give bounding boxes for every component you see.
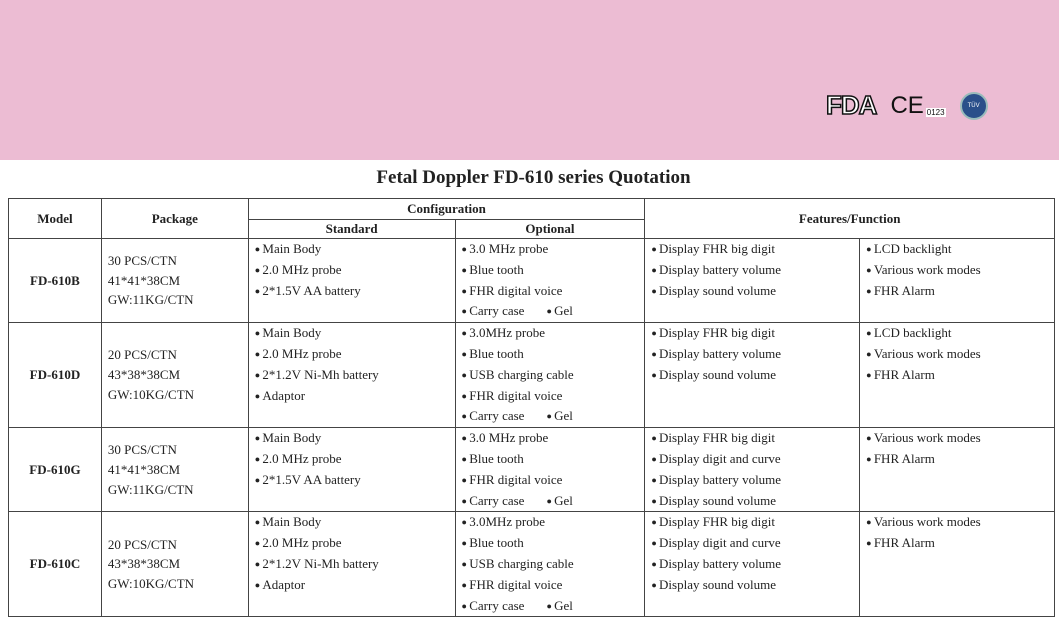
list-item [866, 239, 1048, 260]
list-item [866, 365, 1048, 386]
list-item [255, 239, 449, 260]
package-cell [101, 512, 248, 617]
features1-cell [645, 239, 860, 323]
table-row [9, 428, 1055, 512]
list-item [462, 428, 639, 449]
features1-cell [645, 512, 860, 617]
list-item-text: Blue tooth [469, 261, 524, 277]
list-item [651, 470, 853, 491]
list-item-text: Adaptor [262, 387, 306, 403]
list-item-text: Carry case [469, 492, 525, 508]
list-item [255, 365, 449, 386]
table-row [9, 323, 1055, 428]
list-item [255, 470, 449, 491]
list-item [462, 449, 639, 470]
list-item [866, 344, 1048, 365]
list-item [651, 512, 853, 533]
list-item [462, 491, 639, 512]
list-item [462, 470, 639, 491]
list-item [255, 512, 449, 533]
list-item [462, 406, 639, 427]
optional-cell [455, 512, 645, 617]
list-item-text: 3.0MHz probe [469, 325, 546, 341]
ce-logo [890, 92, 945, 120]
list-item-text: LCD backlight [873, 241, 952, 256]
list-item-text: Main Body [262, 430, 322, 446]
package-line: 30 PCS/CTN [107, 442, 177, 458]
package-line: 20 PCS/CTN [107, 536, 177, 552]
model-cell: FD-610G [9, 428, 102, 512]
features1-cell [645, 428, 860, 512]
list-item [255, 386, 449, 407]
quotation-table [8, 198, 1055, 617]
model-cell: FD-610C [9, 512, 102, 617]
list-item-text: LCD backlight [873, 325, 952, 341]
list-item-text: Main Body [262, 325, 322, 341]
list-item-text: Display battery volume [659, 345, 782, 361]
list-item-text: 2*1.5V AA battery [262, 282, 361, 298]
list-item-text: Carry case [469, 597, 525, 613]
standard-cell [248, 323, 455, 428]
table-row [9, 239, 1055, 323]
standard-cell [248, 512, 455, 617]
list-item [462, 239, 639, 260]
list-item-text: Blue tooth [469, 450, 524, 466]
package-line: 41*41*38CM [107, 272, 181, 288]
list-item: ● Gel [546, 493, 572, 508]
features2-cell [860, 512, 1055, 617]
model-cell: FD-610D [9, 323, 102, 428]
list-item-text: Main Body [262, 514, 322, 530]
list-item [462, 344, 639, 365]
list-item [651, 281, 853, 302]
list-item-text: Display battery volume [659, 471, 782, 487]
package-line: GW:10KG/CTN [107, 576, 195, 592]
features2-cell [860, 323, 1055, 428]
list-item [651, 575, 853, 596]
list-item-text: FHR digital voice [469, 576, 563, 592]
list-item [255, 344, 449, 365]
header-features: Features/Function [645, 199, 1055, 239]
list-item [255, 281, 449, 302]
optional-cell [455, 323, 645, 428]
list-item-text: FHR Alarm [873, 450, 935, 466]
list-item-text: 2*1.2V Ni-Mh battery [262, 555, 379, 571]
list-item: ● Gel [546, 408, 572, 423]
optional-cell [455, 428, 645, 512]
list-item-text: Blue tooth [469, 345, 524, 361]
list-item [255, 260, 449, 281]
list-item [651, 344, 853, 365]
list-item-text: FHR digital voice [469, 471, 563, 487]
list-item [255, 533, 449, 554]
list-item [866, 512, 1048, 533]
list-item-text: USB charging cable [469, 366, 574, 382]
ce-number: 0123 [926, 107, 945, 117]
list-item-text: Adaptor [262, 576, 306, 592]
list-item [462, 386, 639, 407]
list-item [462, 281, 639, 302]
header-standard: Standard [248, 220, 455, 239]
list-item [462, 260, 639, 281]
list-item [462, 575, 639, 596]
standard-cell [248, 239, 455, 323]
list-item-text: FHR digital voice [469, 282, 563, 298]
list-item [255, 323, 449, 344]
header-banner [0, 0, 1059, 160]
header-optional: Optional [455, 220, 645, 239]
list-item-text: FHR digital voice [469, 387, 563, 403]
list-item-text: 2.0 MHz probe [262, 535, 342, 551]
list-item [651, 260, 853, 281]
list-item [255, 554, 449, 575]
list-item-text: Display digit and curve [659, 535, 781, 551]
list-item [866, 323, 1048, 344]
list-item [255, 575, 449, 596]
list-item-text: Carry case [469, 408, 525, 424]
header-model: Model [9, 199, 102, 239]
list-item-text: Various work modes [873, 514, 981, 530]
package-cell [101, 239, 248, 323]
list-item [255, 428, 449, 449]
list-item-text: FHR Alarm [873, 366, 935, 382]
list-item [462, 512, 639, 533]
list-item [651, 449, 853, 470]
list-item [651, 491, 853, 512]
list-item-text: Display FHR big digit [659, 241, 775, 256]
list-item-text: Blue tooth [469, 535, 524, 551]
list-item [462, 365, 639, 386]
features2-cell [860, 428, 1055, 512]
fda-logo: FDA [826, 90, 877, 120]
list-item: ● Gel [546, 598, 572, 613]
list-item-text: FHR Alarm [873, 282, 935, 298]
list-item-text: 2.0 MHz probe [262, 450, 342, 466]
list-item-text: 3.0MHz probe [469, 514, 546, 530]
package-line: GW:11KG/CTN [107, 292, 194, 308]
package-cell [101, 323, 248, 428]
list-item [462, 596, 639, 617]
list-item-text: Display battery volume [659, 555, 782, 571]
package-cell [101, 428, 248, 512]
list-item [866, 260, 1048, 281]
list-item-text: Carry case [469, 303, 525, 319]
list-item-text: Display FHR big digit [659, 514, 775, 530]
table-row [9, 512, 1055, 617]
list-item [651, 533, 853, 554]
list-item [866, 428, 1048, 449]
list-item [462, 533, 639, 554]
list-item [651, 239, 853, 260]
header-package: Package [101, 199, 248, 239]
package-line: 30 PCS/CTN [107, 252, 177, 268]
list-item [462, 323, 639, 344]
header-configuration: Configuration [248, 199, 645, 220]
list-item [462, 301, 639, 322]
features1-cell [645, 323, 860, 428]
list-item-text: Display sound volume [659, 576, 777, 592]
list-item [255, 449, 449, 470]
list-item-text: Various work modes [873, 430, 981, 446]
package-line: 41*41*38CM [107, 461, 181, 477]
list-item-text: Main Body [262, 241, 322, 256]
list-item-text: Display sound volume [659, 366, 777, 382]
list-item-text: USB charging cable [469, 555, 574, 571]
list-item-text: Display FHR big digit [659, 430, 775, 446]
package-line: 43*38*38CM [107, 367, 181, 383]
list-item-text: Various work modes [873, 345, 981, 361]
page-title: Fetal Doppler FD-610 series Quotation [376, 167, 691, 188]
list-item-text: 2.0 MHz probe [262, 345, 342, 361]
list-item-text: Various work modes [873, 261, 981, 277]
list-item-text: Display sound volume [659, 492, 777, 508]
list-item-text: 2*1.5V AA battery [262, 471, 361, 487]
list-item: ● Gel [546, 303, 572, 318]
tuv-logo: TÜV [960, 92, 988, 120]
model-cell: FD-610B [9, 239, 102, 323]
list-item-text: 3.0 MHz probe [469, 241, 549, 256]
list-item-text: 2*1.2V Ni-Mh battery [262, 366, 379, 382]
list-item-text: Display digit and curve [659, 450, 781, 466]
list-item [866, 449, 1048, 470]
standard-cell [248, 428, 455, 512]
package-line: GW:10KG/CTN [107, 387, 195, 403]
list-item [651, 554, 853, 575]
list-item-text: FHR Alarm [873, 535, 935, 551]
ce-mark: CE [890, 91, 924, 119]
list-item [651, 428, 853, 449]
list-item [462, 554, 639, 575]
certification-logos [826, 90, 988, 121]
list-item-text: 2.0 MHz probe [262, 261, 342, 277]
list-item-text: Display FHR big digit [659, 325, 775, 341]
list-item-text: 3.0 MHz probe [469, 430, 549, 446]
list-item [651, 365, 853, 386]
features2-cell [860, 239, 1055, 323]
optional-cell [455, 239, 645, 323]
package-line: 43*38*38CM [107, 556, 181, 572]
list-item [866, 281, 1048, 302]
list-item [866, 533, 1048, 554]
list-item-text: Display battery volume [659, 261, 782, 277]
package-line: 20 PCS/CTN [107, 347, 177, 363]
list-item-text: Display sound volume [659, 282, 777, 298]
list-item [651, 323, 853, 344]
package-line: GW:11KG/CTN [107, 481, 194, 497]
